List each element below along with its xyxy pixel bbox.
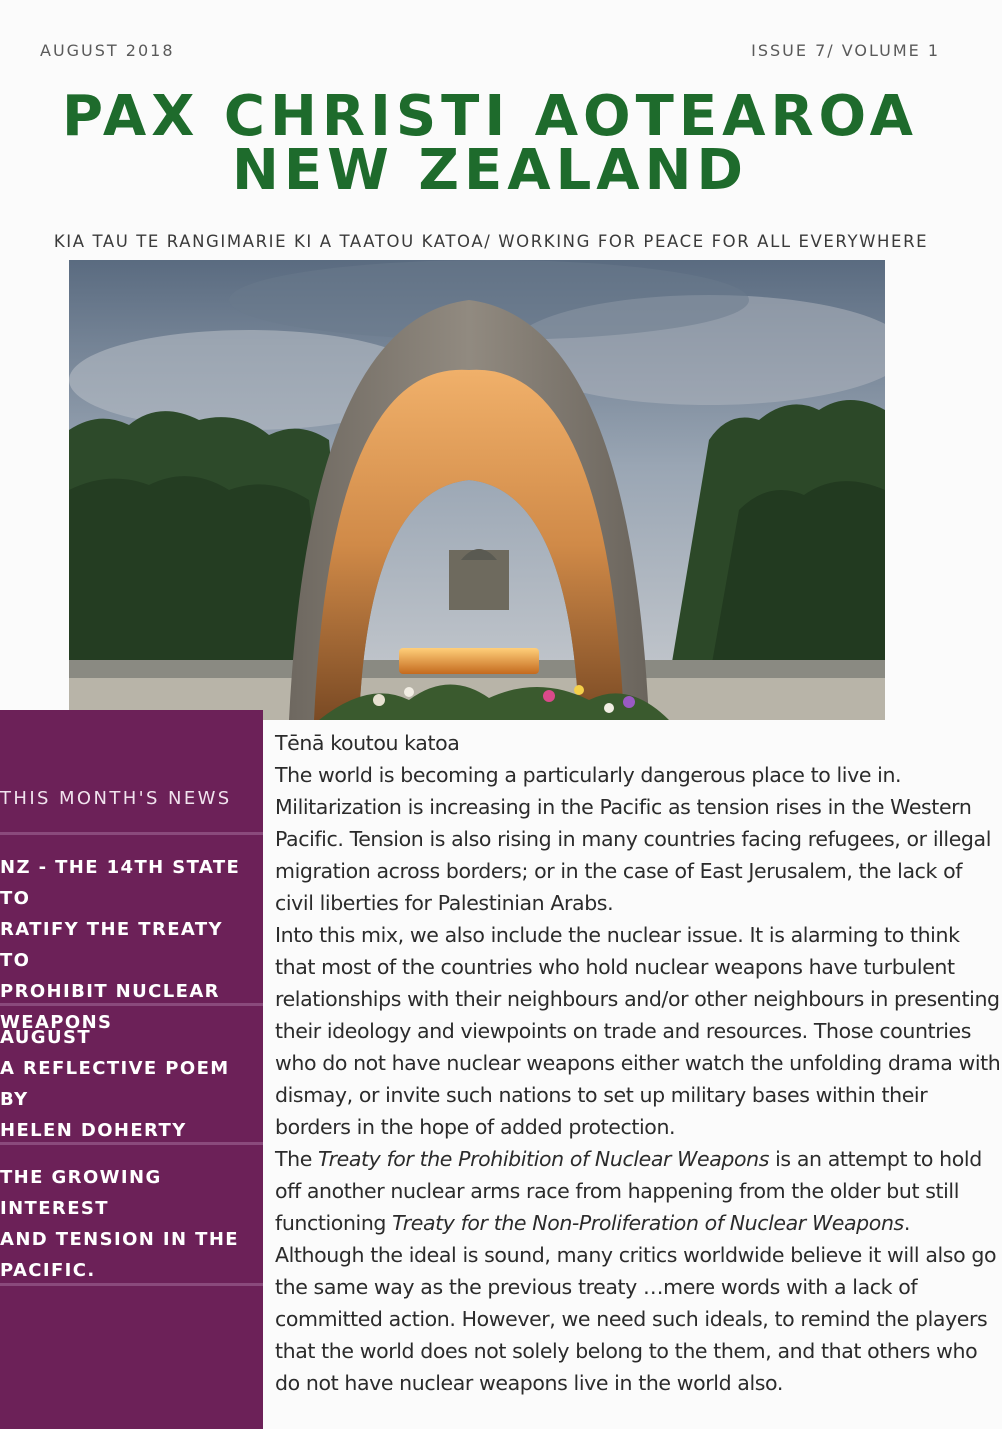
sidebar-item-pacific[interactable] <box>0 1162 255 1286</box>
title-line-1: PAX CHRISTI AOTEAROA <box>62 84 918 149</box>
treaty-non-proliferation-title: Treaty for the Non-Proliferation of Nuclear Weapons <box>392 1211 904 1235</box>
treaty-prohibition-title: Treaty for the Prohibition of Nuclear Weapons <box>318 1147 770 1171</box>
sidebar-divider <box>0 1142 263 1145</box>
sidebar-item-line: AND TENSION IN THE <box>0 1229 240 1250</box>
newsletter-subtitle: KIA TAU TE RANGIMARIE KI A TAATOU KATOA/ WORKING FOR PEACE FOR ALL EVERYWHERE <box>53 232 929 251</box>
article-text: The <box>275 1147 319 1171</box>
article-paragraph-3 <box>275 1143 1002 1399</box>
title-line-2: NEW ZEALAND <box>232 138 748 203</box>
sidebar-item-line: WEAPONS <box>0 1012 113 1033</box>
sidebar-item-line: HELEN DOHERTY <box>0 1120 187 1141</box>
article-paragraph-2: Into this mix, we also include the nuclear issue. It is alarming to think that most of the countries who hold nuclear weapons have turbulent relationships with their neighbours and/or other neighbours in presenting their ideology and viewpoints on trade and resources. Those countries who do not have nuclear weapons either watch the unfolding drama with dismay, or invite such nations to set up military bases within their borders in the hope of added protection. <box>275 923 1001 1139</box>
sidebar-item-poem[interactable] <box>0 1022 255 1146</box>
issue-number: ISSUE 7/ VOLUME 1 <box>751 41 940 60</box>
news-sidebar <box>0 710 263 1429</box>
editorial-article <box>275 727 1002 1399</box>
sidebar-item-line: PROHIBIT NUCLEAR <box>0 981 220 1002</box>
article-paragraph-1: The world is becoming a particularly dangerous place to live in. Militarization is increasing in the Pacific as tension rises in the Western Pacific. Tension is also rising in many countries facing refugees, or illegal migration across borders; or in the case of East Jerusalem, the lack of civil liberties for Palestinian Arabs. <box>275 763 991 915</box>
sidebar-item-line: AUGUST <box>0 1027 92 1048</box>
sidebar-item-line: RATIFY THE TREATY TO <box>0 919 223 971</box>
newsletter-title <box>0 84 980 203</box>
article-text: . Although the ideal is sound, many critics worldwide believe it will also go the same way as the previous treaty …mere words with a lack of committed action. However, we need such ideals, to remind the players that the world does not solely belong to the them, and that others who do not have nuclear weapons live in the world also. <box>275 1211 997 1395</box>
hiroshima-memorial-photo <box>69 260 885 720</box>
sidebar-item-line: NZ - THE 14TH STATE TO <box>0 857 241 909</box>
article-greeting: Tēnā koutou katoa <box>275 731 460 755</box>
sidebar-item-nz-treaty[interactable] <box>0 852 255 1038</box>
sidebar-item-line: A REFLECTIVE POEM BY <box>0 1058 230 1110</box>
sidebar-divider <box>0 832 263 835</box>
issue-date: AUGUST 2018 <box>40 41 175 60</box>
sidebar-divider <box>0 1003 263 1006</box>
article-text: is an attempt to hold off another nuclear arms race from happening from the older but still functioning <box>275 1147 982 1235</box>
sidebar-heading: THIS MONTH'S NEWS <box>0 788 232 809</box>
sidebar-divider <box>0 1283 263 1286</box>
sidebar-item-line: THE GROWING INTEREST <box>0 1167 162 1219</box>
sidebar-item-line: PACIFIC. <box>0 1260 96 1281</box>
